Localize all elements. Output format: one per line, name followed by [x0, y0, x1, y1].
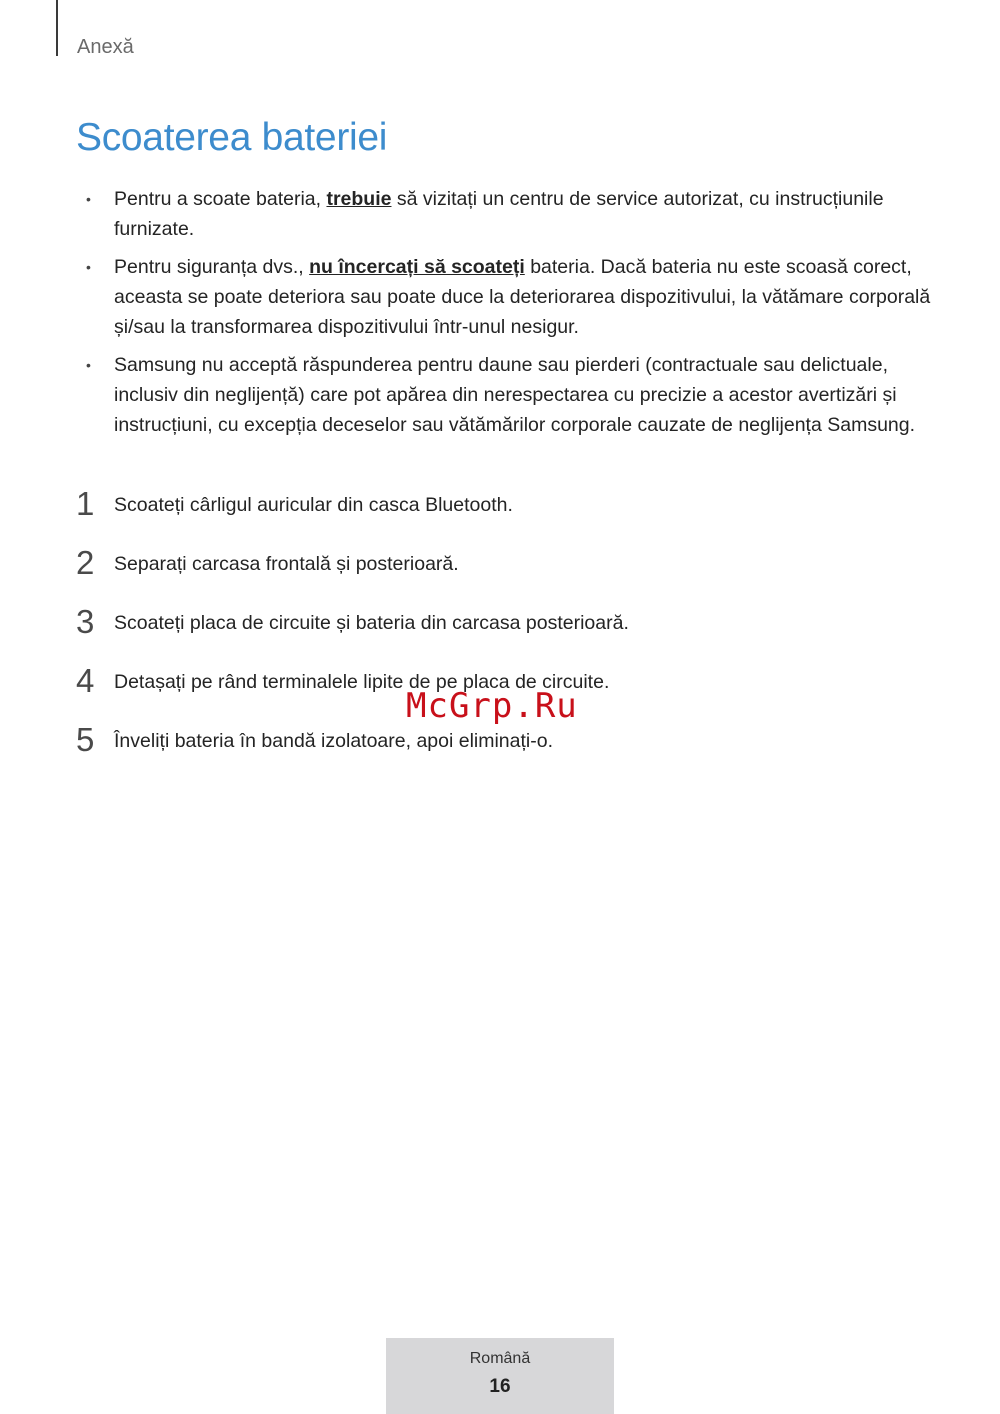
watermark: McGrp.Ru [406, 686, 578, 726]
step-item [76, 544, 936, 603]
bullet-icon: • [86, 191, 91, 207]
warning-item [86, 252, 932, 342]
step-text: Înveliți bateria în bandă izolatoare, apoi eliminați-o. [114, 730, 554, 752]
warning-text: Pentru a scoate bateria, [114, 188, 327, 210]
warning-text: să vizitați un centru de service autorizat, cu instrucțiunile furnizate. [114, 188, 884, 240]
step-number: 2 [76, 544, 95, 581]
page-title: Scoaterea bateriei [76, 116, 388, 159]
step-item [76, 721, 936, 780]
section-label: Anexă [77, 36, 134, 58]
step-number: 4 [76, 662, 95, 699]
warning-emphasis: trebuie [326, 188, 392, 210]
page-number: 16 [489, 1376, 511, 1397]
warning-item [86, 184, 932, 244]
step-item [76, 603, 936, 662]
step-number: 5 [76, 721, 95, 758]
page-footer [386, 1338, 614, 1414]
step-number: 3 [76, 603, 95, 640]
step-text: Scoateți cârligul auricular din casca Bluetooth. [114, 494, 513, 516]
step-text: Detașați pe rând terminalele lipite de pe placa de circuite. [114, 671, 610, 693]
step-number: 1 [76, 485, 95, 522]
steps-list [76, 485, 936, 780]
step-text: Separați carcasa frontală și posterioară. [114, 553, 459, 575]
warning-emphasis: nu încercați să scoateți [309, 256, 525, 278]
warning-item [86, 350, 932, 440]
margin-rule [56, 0, 58, 56]
warning-text: Samsung nu acceptă răspunderea pentru daune sau pierderi (contractuale sau delictuale, inclusiv din neglijență) care pot apărea din nerespectarea cu precizie a acestor avertizări și instrucțiuni, cu excepția deceselor sau vătămărilor corporale cauzate de neglijența Samsung. [114, 354, 916, 436]
step-item [76, 485, 936, 544]
bullet-icon: • [86, 357, 91, 373]
warning-text: Pentru siguranța dvs., [114, 256, 310, 278]
step-text: Scoateți placa de circuite și bateria din carcasa posterioară. [114, 612, 629, 634]
warning-list [86, 184, 932, 448]
warning-text: bateria. Dacă bateria nu este scoasă corect, aceasta se poate deteriora sau poate duce la deteriorarea dispozitivului, la vătămare corporală și/sau la transformarea dispozitivului într-unul nesigur. [114, 256, 931, 338]
footer-language: Română [469, 1350, 531, 1367]
bullet-icon: • [86, 259, 91, 275]
